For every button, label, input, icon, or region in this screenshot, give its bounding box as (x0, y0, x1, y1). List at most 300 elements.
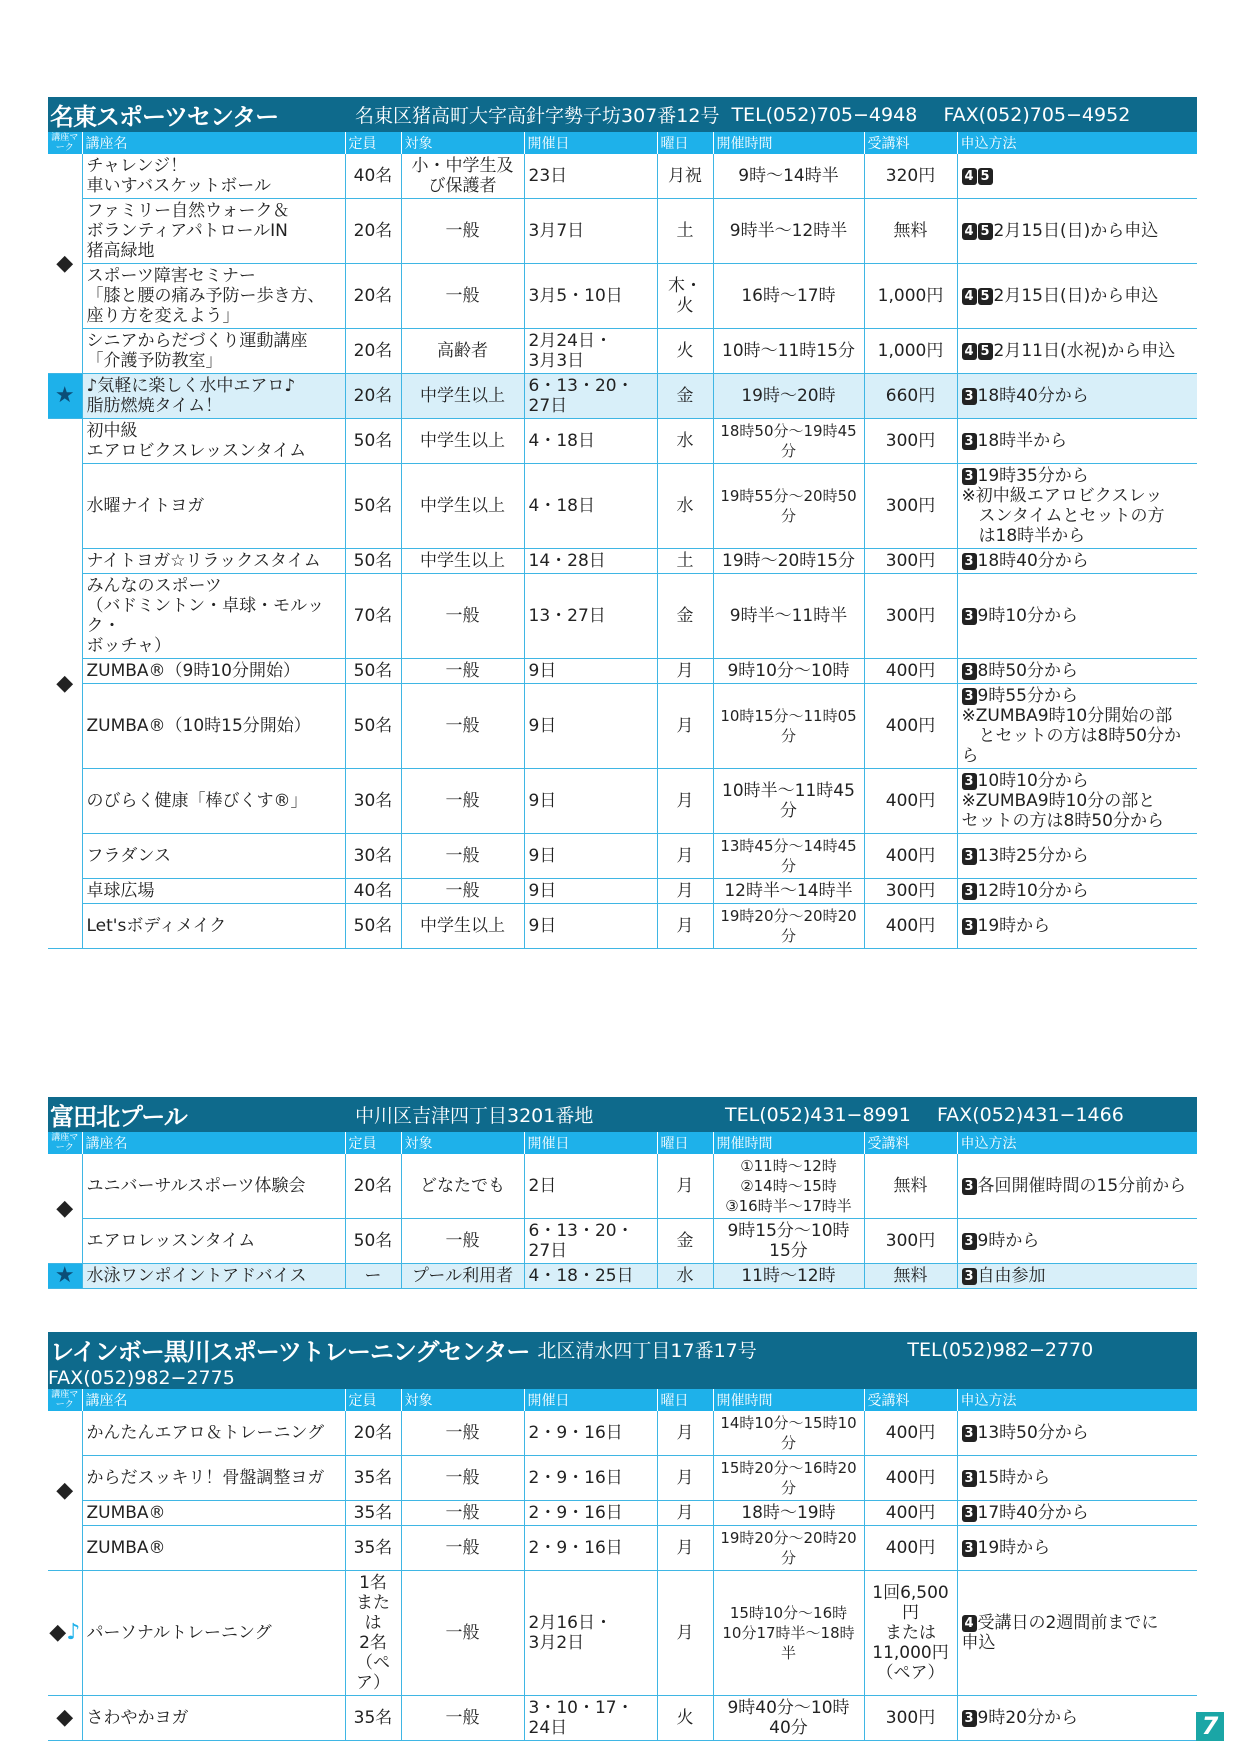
capacity: 50名 (345, 684, 401, 769)
application-method (957, 1219, 1197, 1264)
capacity: 35名 (345, 1501, 401, 1526)
table-row (48, 769, 1197, 834)
column-header: 講座名 (82, 132, 345, 154)
column-header: 曜日 (657, 1132, 713, 1154)
application-method (957, 684, 1197, 769)
application-method (957, 1456, 1197, 1501)
table-row (48, 834, 1197, 879)
target: 一般 (401, 199, 524, 264)
dates: 9日 (524, 834, 657, 879)
weekday: 火 (657, 1696, 713, 1741)
facility-fax: FAX(052)431−1466 (937, 1103, 1124, 1126)
method-number-badge: 3 (962, 1425, 977, 1442)
method-text: 9時から (977, 1231, 1040, 1251)
dates: 2・9・16日 (524, 1526, 657, 1571)
weekday: 月 (657, 904, 713, 949)
method-number-badge: 3 (962, 1268, 977, 1285)
section-title-bar (48, 1332, 1197, 1389)
dates: 9日 (524, 769, 657, 834)
facility-tel: TEL(052)431−8991 (725, 1103, 911, 1126)
table-row (48, 154, 1197, 199)
capacity: 50名 (345, 464, 401, 549)
column-header: 曜日 (657, 1389, 713, 1411)
capacity: 20名 (345, 1154, 401, 1219)
target: プール利用者 (401, 1264, 524, 1289)
dates: 4・18日 (524, 464, 657, 549)
table-row (48, 419, 1197, 464)
course-mark: ★ (48, 1264, 82, 1289)
fee: 400円 (864, 1456, 957, 1501)
application-method (957, 419, 1197, 464)
target: 一般 (401, 1219, 524, 1264)
target: 一般 (401, 834, 524, 879)
column-header: 開催日 (524, 1132, 657, 1154)
facility-address: 名東区猪高町大字高針字勢子坊307番12号 (355, 105, 720, 127)
course-mark: ◆ (48, 1696, 82, 1741)
dates: 14・28日 (524, 549, 657, 574)
target: 一般 (401, 1571, 524, 1696)
dates: 2・9・16日 (524, 1411, 657, 1456)
time: ①11時～12時 ②14時～15時 ③16時半～17時半 (713, 1154, 864, 1219)
dates: 23日 (524, 154, 657, 199)
column-header: 開催日 (524, 132, 657, 154)
course-mark: ★ (48, 374, 82, 419)
course-mark: ◆ (48, 419, 82, 949)
time: 15時20分～16時20分 (713, 1456, 864, 1501)
time: 19時20分～20時20分 (713, 1526, 864, 1571)
fee: 400円 (864, 834, 957, 879)
dates: 13・27日 (524, 574, 657, 659)
column-header: 申込方法 (957, 1389, 1197, 1411)
method-number-badge: 3 (962, 1178, 977, 1195)
table-row (48, 684, 1197, 769)
dates: 3月5・10日 (524, 264, 657, 329)
weekday: 月 (657, 684, 713, 769)
weekday: 金 (657, 574, 713, 659)
method-text: 19時から (977, 1538, 1051, 1558)
table-row (48, 659, 1197, 684)
method-number-badge: 3 (962, 388, 977, 405)
section-meito-sports-center (48, 97, 1197, 949)
course-name: 卓球広場 (82, 879, 345, 904)
dates: 6・13・20・27日 (524, 1219, 657, 1264)
facility-tel: TEL(052)982−2770 (907, 1338, 1094, 1361)
weekday: 月祝 (657, 154, 713, 199)
target: 中学生以上 (401, 464, 524, 549)
target: 一般 (401, 879, 524, 904)
course-name: 水泳ワンポイントアドバイス (82, 1264, 345, 1289)
table-row (48, 374, 1197, 419)
capacity: 20名 (345, 1411, 401, 1456)
time: 19時～20時 (713, 374, 864, 419)
application-method (957, 1501, 1197, 1526)
course-name: ZUMBA®（10時15分開始） (82, 684, 345, 769)
fee: 1,000円 (864, 329, 957, 374)
method-number-badge: 4 (962, 288, 977, 305)
time: 15時10分～16時 10分17時半～18時半 (713, 1571, 864, 1696)
course-name: スポーツ障害セミナー 「膝と腰の痛み予防ー歩き方、 座り方を変えよう」 (82, 264, 345, 329)
capacity: 1名 または 2名 （ペア） (345, 1571, 401, 1696)
time: 18時50分～19時45分 (713, 419, 864, 464)
column-header: 対象 (401, 132, 524, 154)
column-header: 申込方法 (957, 132, 1197, 154)
fee: 1,000円 (864, 264, 957, 329)
course-name: チャレンジ！ 車いすバスケットボール (82, 154, 345, 199)
method-number-badge: 3 (962, 1233, 977, 1250)
capacity: 70名 (345, 574, 401, 659)
application-method (957, 549, 1197, 574)
course-name: 初中級 エアロビクスレッスンタイム (82, 419, 345, 464)
method-text: 18時40分から (977, 386, 1089, 406)
time: 19時～20時15分 (713, 549, 864, 574)
target: 一般 (401, 1411, 524, 1456)
facility-name: 富田北プール (50, 1103, 187, 1131)
target: 中学生以上 (401, 374, 524, 419)
method-number-badge: 5 (978, 168, 993, 185)
target: 小・中学生及び保護者 (401, 154, 524, 199)
dates: 9日 (524, 659, 657, 684)
method-number-badge: 3 (962, 553, 977, 570)
capacity: 50名 (345, 904, 401, 949)
target: 一般 (401, 1526, 524, 1571)
course-table (48, 132, 1197, 949)
course-name: シニアからだづくり運動講座 「介護予防教室」 (82, 329, 345, 374)
fee: 300円 (864, 1696, 957, 1741)
method-number-badge: 3 (962, 468, 977, 485)
method-text: 8時50分から (977, 661, 1078, 681)
application-method (957, 1696, 1197, 1741)
column-header: 申込方法 (957, 1132, 1197, 1154)
weekday: 月 (657, 1411, 713, 1456)
method-number-badge: 3 (962, 688, 977, 705)
table-row (48, 549, 1197, 574)
dates: 2月24日・ 3月3日 (524, 329, 657, 374)
table-header-row (48, 1132, 1197, 1154)
time: 14時10分～15時10分 (713, 1411, 864, 1456)
target: 一般 (401, 1696, 524, 1741)
weekday: 水 (657, 1264, 713, 1289)
method-number-badge: 5 (978, 288, 993, 305)
capacity: 35名 (345, 1456, 401, 1501)
dates: 2・9・16日 (524, 1456, 657, 1501)
column-header: 定員 (345, 132, 401, 154)
weekday: 金 (657, 1219, 713, 1264)
dates: 3・10・17・24日 (524, 1696, 657, 1741)
table-row (48, 464, 1197, 549)
course-name: 水曜ナイトヨガ (82, 464, 345, 549)
weekday: 月 (657, 1501, 713, 1526)
time: 12時半～14時半 (713, 879, 864, 904)
time: 13時45分～14時45分 (713, 834, 864, 879)
course-mark: ◆ (48, 1411, 82, 1571)
method-text: 自由参加 (977, 1266, 1046, 1286)
method-number-badge: 3 (962, 848, 977, 865)
method-text: 18時半から (977, 431, 1068, 451)
column-header: 対象 (401, 1132, 524, 1154)
course-name: のびらく健康「棒びくす®」 (82, 769, 345, 834)
course-name: ファミリー自然ウォーク＆ ボランティアパトロールIN 猪高緑地 (82, 199, 345, 264)
fee: 400円 (864, 1501, 957, 1526)
capacity: 20名 (345, 329, 401, 374)
application-method (957, 1571, 1197, 1696)
weekday: 月 (657, 1526, 713, 1571)
application-method (957, 659, 1197, 684)
method-number-badge: 3 (962, 663, 977, 680)
table-row (48, 879, 1197, 904)
time: 19時55分～20時50分 (713, 464, 864, 549)
column-header: 講座マーク (48, 1389, 82, 1411)
time: 9時40分～10時40分 (713, 1696, 864, 1741)
time: 18時～19時 (713, 1501, 864, 1526)
method-number-badge: 3 (962, 1470, 977, 1487)
application-method (957, 154, 1197, 199)
table-header-row (48, 1389, 1197, 1411)
method-text: 12時10分から (977, 881, 1089, 901)
application-method (957, 199, 1197, 264)
fee: 400円 (864, 684, 957, 769)
table-row (48, 1526, 1197, 1571)
time: 16時～17時 (713, 264, 864, 329)
target: 一般 (401, 659, 524, 684)
application-method (957, 769, 1197, 834)
facility-address: 中川区吉津四丁目3201番地 (355, 1105, 594, 1127)
method-number-badge: 4 (962, 223, 977, 240)
fee: 300円 (864, 549, 957, 574)
method-text: 15時から (977, 1468, 1051, 1488)
fee: 300円 (864, 419, 957, 464)
facility-fax: FAX(052)982−2775 (48, 1367, 235, 1389)
dates: 3月7日 (524, 199, 657, 264)
course-name: ZUMBA® (82, 1526, 345, 1571)
application-method (957, 904, 1197, 949)
application-method (957, 329, 1197, 374)
application-method (957, 464, 1197, 549)
table-row (48, 199, 1197, 264)
course-name: ZUMBA®（9時10分開始） (82, 659, 345, 684)
column-header: 講座マーク (48, 132, 82, 154)
method-text: 18時40分から (977, 551, 1089, 571)
target: 中学生以上 (401, 419, 524, 464)
course-mark (48, 1571, 82, 1696)
weekday: 月 (657, 769, 713, 834)
target: 一般 (401, 264, 524, 329)
table-row (48, 1696, 1197, 1741)
course-name: ♪気軽に楽しく水中エアロ♪ 脂肪燃焼タイム！ (82, 374, 345, 419)
note-icon: ♪ (66, 1620, 81, 1645)
target: 中学生以上 (401, 549, 524, 574)
application-method (957, 374, 1197, 419)
course-name: からだスッキリ！骨盤調整ヨガ (82, 1456, 345, 1501)
target: 一般 (401, 684, 524, 769)
diamond-icon: ◆ (49, 1620, 67, 1645)
weekday: 月 (657, 879, 713, 904)
method-text: 19時から (977, 916, 1051, 936)
fee: 1回6,500円 または 11,000円 （ペア） (864, 1571, 957, 1696)
table-row (48, 1456, 1197, 1501)
method-text: 13時25分から (977, 846, 1089, 866)
course-name: さわやかヨガ (82, 1696, 345, 1741)
application-method (957, 1154, 1197, 1219)
table-row (48, 1411, 1197, 1456)
application-method (957, 264, 1197, 329)
capacity: 40名 (345, 879, 401, 904)
weekday: 水 (657, 419, 713, 464)
course-name: ZUMBA® (82, 1501, 345, 1526)
capacity: 20名 (345, 264, 401, 329)
application-method (957, 1411, 1197, 1456)
dates: 9日 (524, 904, 657, 949)
column-header: 定員 (345, 1132, 401, 1154)
table-row (48, 264, 1197, 329)
course-name: ユニバーサルスポーツ体験会 (82, 1154, 345, 1219)
fee: 400円 (864, 659, 957, 684)
facility-name: レインボー黒川スポーツトレーニングセンター (50, 1338, 530, 1366)
fee: 無料 (864, 1154, 957, 1219)
method-text: 9時20分から (977, 1708, 1078, 1728)
method-number-badge: 5 (978, 223, 993, 240)
course-name: エアロレッスンタイム (82, 1219, 345, 1264)
column-header: 講座マーク (48, 1132, 82, 1154)
weekday: 月 (657, 1456, 713, 1501)
time: 10時半～11時45分 (713, 769, 864, 834)
time: 11時～12時 (713, 1264, 864, 1289)
fee: 400円 (864, 769, 957, 834)
course-name: Let'sボディメイク (82, 904, 345, 949)
weekday: 土 (657, 549, 713, 574)
fee: 無料 (864, 199, 957, 264)
table-row (48, 1264, 1197, 1289)
method-number-badge: 5 (978, 343, 993, 360)
method-number-badge: 3 (962, 1710, 977, 1727)
facility-fax: FAX(052)705−4952 (943, 103, 1131, 126)
fee: 400円 (864, 1411, 957, 1456)
method-text: 2月11日(水祝)から申込 (993, 341, 1176, 361)
column-header: 開催日 (524, 1389, 657, 1411)
method-number-badge: 4 (962, 1615, 977, 1632)
method-text: 9時10分から (977, 606, 1078, 626)
weekday: 月 (657, 1571, 713, 1696)
course-name: フラダンス (82, 834, 345, 879)
dates: 6・13・20・27日 (524, 374, 657, 419)
method-number-badge: 3 (962, 883, 977, 900)
capacity: 50名 (345, 419, 401, 464)
fee: 400円 (864, 1526, 957, 1571)
section-rainbow-kurokawa (48, 1332, 1197, 1741)
capacity: 50名 (345, 1219, 401, 1264)
fee: 300円 (864, 1219, 957, 1264)
time: 9時半～11時半 (713, 574, 864, 659)
application-method (957, 834, 1197, 879)
column-header: 受講料 (864, 132, 957, 154)
course-name: みんなのスポーツ （バドミントン・卓球・モルック・ ボッチャ） (82, 574, 345, 659)
course-name: パーソナルトレーニング (82, 1571, 345, 1696)
section-tomitakita-pool (48, 1097, 1197, 1289)
course-name: ナイトヨガ☆リラックスタイム (82, 549, 345, 574)
section-title-bar (48, 97, 1197, 132)
dates: 9日 (524, 879, 657, 904)
method-text: 受講日の2週間前までに 申込 (961, 1613, 1159, 1653)
fee: 320円 (864, 154, 957, 199)
method-number-badge: 4 (962, 343, 977, 360)
column-header: 開催時間 (713, 1389, 864, 1411)
course-mark: ◆ (48, 1154, 82, 1264)
method-number-badge: 4 (962, 168, 977, 185)
table-row (48, 1219, 1197, 1264)
weekday: 水 (657, 464, 713, 549)
time: 10時～11時15分 (713, 329, 864, 374)
fee: 300円 (864, 879, 957, 904)
dates: 9日 (524, 684, 657, 769)
dates: 4・18・25日 (524, 1264, 657, 1289)
table-row (48, 904, 1197, 949)
method-text: 9時55分から ※ZUMBA9時10分開始の部 とセットの方は8時50分から (961, 686, 1181, 766)
weekday: 土 (657, 199, 713, 264)
application-method (957, 1526, 1197, 1571)
column-header: 開催時間 (713, 1132, 864, 1154)
method-text: 17時40分から (977, 1503, 1089, 1523)
target: 中学生以上 (401, 904, 524, 949)
target: 一般 (401, 1456, 524, 1501)
method-number-badge: 3 (962, 433, 977, 450)
time: 9時半～12時半 (713, 199, 864, 264)
target: どなたでも (401, 1154, 524, 1219)
column-header: 対象 (401, 1389, 524, 1411)
column-header: 開催時間 (713, 132, 864, 154)
fee: 無料 (864, 1264, 957, 1289)
capacity: ー (345, 1264, 401, 1289)
page-number: 7 (1196, 1712, 1224, 1741)
method-text: 19時35分から ※初中級エアロビクスレッ スンタイムとセットの方 は18時半から (961, 466, 1165, 546)
table-row (48, 1154, 1197, 1219)
facility-tel: TEL(052)705−4948 (731, 103, 918, 126)
capacity: 50名 (345, 549, 401, 574)
weekday: 木・火 (657, 264, 713, 329)
application-method (957, 574, 1197, 659)
weekday: 金 (657, 374, 713, 419)
weekday: 月 (657, 659, 713, 684)
column-header: 曜日 (657, 132, 713, 154)
method-text: 2月15日(日)から申込 (993, 221, 1159, 241)
method-text: 2月15日(日)から申込 (993, 286, 1159, 306)
time: 9時～14時半 (713, 154, 864, 199)
column-header: 定員 (345, 1389, 401, 1411)
fee: 400円 (864, 904, 957, 949)
time: 9時15分～10時15分 (713, 1219, 864, 1264)
method-text: 各回開催時間の15分前から (977, 1176, 1187, 1196)
capacity: 50名 (345, 659, 401, 684)
facility-name: 名東スポーツセンター (50, 103, 279, 131)
column-header: 講座名 (82, 1132, 345, 1154)
table-row (48, 1501, 1197, 1526)
capacity: 35名 (345, 1696, 401, 1741)
application-method (957, 1264, 1197, 1289)
method-number-badge: 3 (962, 1505, 977, 1522)
column-header: 受講料 (864, 1389, 957, 1411)
weekday: 月 (657, 1154, 713, 1219)
table-row (48, 329, 1197, 374)
facility-address: 北区清水四丁目17番17号 (537, 1340, 757, 1362)
fee: 660円 (864, 374, 957, 419)
capacity: 20名 (345, 199, 401, 264)
fee: 300円 (864, 574, 957, 659)
capacity: 40名 (345, 154, 401, 199)
target: 一般 (401, 1501, 524, 1526)
table-header-row (48, 132, 1197, 154)
course-name: かんたんエアロ＆トレーニング (82, 1411, 345, 1456)
time: 10時15分～11時05分 (713, 684, 864, 769)
fee: 300円 (864, 464, 957, 549)
dates: 2日 (524, 1154, 657, 1219)
